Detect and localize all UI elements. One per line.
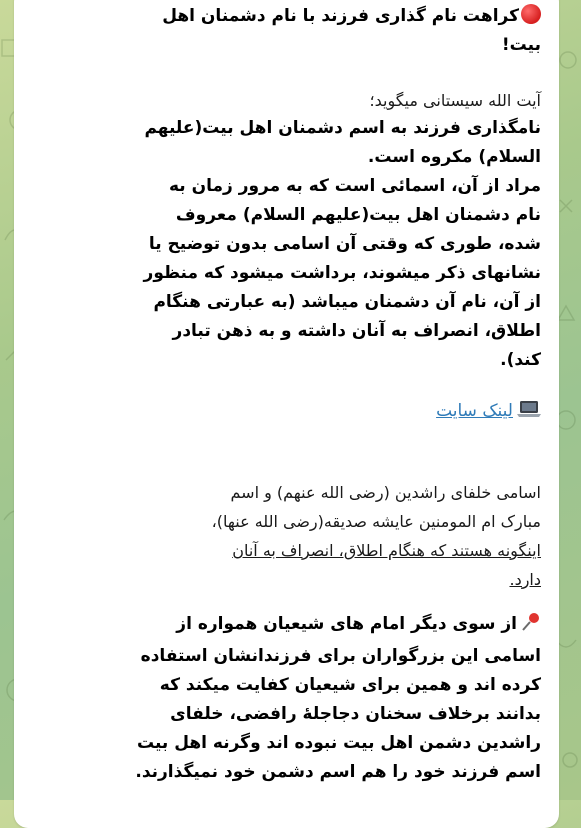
final-paragraph: از سوی دیگر امام های شیعیان همواره از اسامی این بزرگواران برای فرزندانشان استفاده کرده اند و همین برای شیعیان کفایت میکند که بدانند برخلاف سخنان دجاجلهٔ رافضی، خلفای راشدین دشمن اهل بیت نبوده اند وگرنه اهل بیت اسم فرزند خود را هم اسم دشمن خود نمیگذارند.	[135, 614, 541, 782]
site-link[interactable]: لینک سایت	[436, 401, 513, 421]
site-link-row	[436, 396, 541, 426]
ruling-text: نامگذاری فرزند به اسم دشمنان اهل بیت(علیهم السلام) مکروه است.	[144, 118, 541, 167]
note-text: اسامی خلفای راشدین (رضی الله عنهم) و اسم مبارک ام المومنین عایشه صدیقه(رضی الله عنها)، اینگونه هستند که هنگام اطلاق، انصراف به آنان دارد.	[211, 483, 541, 589]
quote-source: آیت الله سیستانی میگوید؛	[369, 91, 541, 110]
laptop-icon	[517, 400, 541, 422]
message-title: کراهت نام گذاری فرزند با نام دشمنان اهل بیت!	[162, 6, 541, 55]
explanation-text: مراد از آن، اسمائی است که به مرور زمان به نام دشمنان اهل بیت(علیهم السلام) معروف شده، طوری که وقتی آن اسامی بدون توضیح یا نشانهای ذکر میشوند، برداشت میشود که منظور از آن، نام آن دشمنان میباشد (به عبارتی هنگام اطلاق، انصراف به آنان داشته و به ذهن تبادر کند).	[143, 176, 541, 370]
red-circle-icon	[521, 4, 541, 24]
message-bubble	[14, 0, 559, 828]
pushpin-icon	[521, 612, 541, 642]
